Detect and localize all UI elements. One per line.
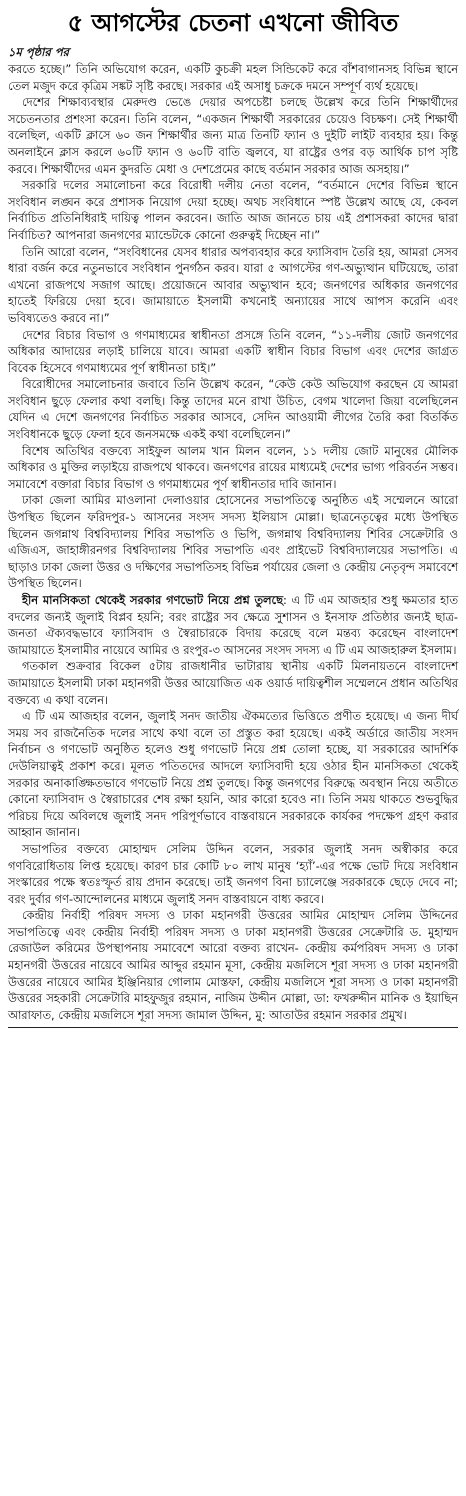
- paragraph-6: বিরোধীদের সমালোচনার জবাবে তিনি উল্লেখ করেন, “কেউ কেউ অভিযোগ করছেন যে আমরা সংবিধান ছুড়ে ফেলার কথা বলছি। কিন্তু তাদের মনে রাখা উচিত, বেগম খালেদা জিয়া বলেছিলেন যেদিন এ দেশে জনগণের নির্বাচিত সরকার আসবে, সেদিন আওয়ামী লীগের তৈরি করা বিতর্কিত সংবিধানকে ছুড়ে ফেলা হবে জনসমক্ষে একই কথা বলেছিলেন।”: [8, 377, 458, 442]
- subhead-paragraph: [8, 592, 458, 658]
- paragraph-3: সরকারি দলের সমালোচনা করে বিরোধী দলীয় নেতা বলেন, “বর্তমানে দেশের বিভিন্ন স্থানে সংবিধান লঙ্ঘন করে প্রশাসক নিয়োগ দেয়া হচ্ছে। অথচ সংবিধানে স্পষ্ট উল্লেখ আছে যে, কেবল নির্বাচিত প্রতিনিধিরাই দায়িত্ব পালন করবেন। জাতি আজ জানতে চায় এই প্রশাসকরা কাদের দ্বারা নির্বাচিত? আপনারা জনগণের ম্যান্ডেটকে কোনো গুরুত্বই দিচ্ছেন না।”: [8, 178, 458, 242]
- paragraph-2: দেশের শিক্ষাব্যবস্থার মেরুদণ্ড ভেঙে দেয়ার অপচেষ্টা চলছে উল্লেখ করে তিনি শিক্ষার্থীদের সচেতনতার প্রশংসা করেন। তিনি বলেন, “একজন শিক্ষার্থী সরকারের চেয়েও বিচক্ষণ। সেই শিক্ষার্থী বলেছিল, একটি ক্লাসে ৬০ জন শিক্ষার্থীর জন্য মাত্র তিনটি ফ্যান ও দুইটি লাইট ব্যবহার হয়। কিন্তু অনলাইনে ক্লাস করলে ৬০টি ফ্যান ও ৬০টি বাতি জ্বলবে, যা রাষ্ট্রের ওপর বড় আর্থিক চাপ সৃষ্টি করবে। শিক্ষার্থীদের এমন কুদরতি মেধা ও দেশপ্রেমের কাছে বর্তমান সরকার আজ অসহায়।”: [8, 95, 458, 176]
- bottom-divider: [8, 1027, 458, 1028]
- paragraph-5: দেশের বিচার বিভাগ ও গণমাধ্যমের স্বাধীনতা প্রসঙ্গে তিনি বলেন, “১১-দলীয় জোট জনগণের অধিকার আদায়ের লড়াই চালিয়ে যাবে। আমরা একটি স্বাধীন বিচার বিভাগ এবং দেশের জাগ্রত বিবেক হিসেবে গণমাধ্যমের পূর্ণ স্বাধীনতা চাই।”: [8, 327, 458, 375]
- subhead: হীন মানসিকতা থেকেই সরকার গণভোট নিয়ে প্রশ্ন তুলছে: [22, 593, 284, 607]
- continued-from-label: ১ম পৃষ্ঠার পর: [8, 45, 69, 59]
- paragraph-8: ঢাকা জেলা আমির মাওলানা দেলাওয়ার হোসেনের সভাপতিত্বে অনুষ্ঠিত এই সম্মেলনে আরো উপস্থিত ছিলেন ফরিদপুর-১ আসনের সংসদ সদস্য ইলিয়াস মোল্লা। ছাত্রনেতৃত্বের মধ্যে উপস্থিত ছিলেন জগন্নাথ বিশ্ববিদ্যালয় শিবির সভাপতি ও ভিপি, জগন্নাথ বিশ্ববিদ্যালয় শিবির সেক্রেটারি ও এজিএস, জাহাঙ্গীরনগর বিশ্ববিদ্যালয় শিবির সভাপতি এবং প্রাইভেট বিশ্ববিদ্যালয়ের সভাপতি। এ ছাড়াও ঢাকা জেলা উত্তর ও দক্ষিণের সভাপতিসহ বিভিন্ন পর্যায়ের জেলা ও কেন্দ্রীয় নেতৃবৃন্দ সমাবেশে উপস্থিত ছিলেন।: [8, 493, 458, 591]
- paragraph-11: সভাপতির বক্তব্যে মোহাম্মদ সেলিম উদ্দিন বলেন, সরকার জুলাই সনদ অস্বীকার করে গণবিরোধিতায় লিপ্ত হয়েছে। কারণ চার কোটি ৮০ লাখ মানুষ ‘হ্যাঁ’-এর পক্ষে ভোট দিয়ে সংবিধান সংস্কারের পক্ষে স্বতঃস্ফূর্ত রায় প্রদান করেছে। তাই জনগণ বিনা চ্যালেঞ্জে সরকারকে ছেড়ে দেবে না; বরং দুর্বার গণ-আন্দোলনের মাধ্যমে জুলাই সনদ বাস্তবায়নে বাধ্য করবে।: [8, 841, 458, 906]
- subhead-rest: : এ টি এম আজহার শুধু ক্ষমতার হাত বদলের জন্যই জুলাই বিপ্লব হয়নি; বরং রাষ্ট্রের সব ক্ষেত্রে সুশাসন ও ইনসাফ প্রতিষ্ঠার জন্যই ছাত্র-জনতা ঐক্যবদ্ধভাবে ফ্যাসিবাদ ও স্বৈরাচারকে বিদায় করেছে বলে মন্তব্য করেছেন বাংলাদেশ জামায়াতে ইসলামীর নায়েবে আমির ও রংপুর-৩ আসনের সংসদ সদস্য এ টি এম আজহারুল ইসলাম।: [8, 593, 458, 657]
- headline: ৫ আগস্টের চেতনা এখনো জীবিত: [67, 9, 399, 37]
- paragraph-12: কেন্দ্রীয় নির্বাহী পরিষদ সদস্য ও ঢাকা মহানগরী উত্তরের আমির মোহাম্মদ সেলিম উদ্দিনের সভাপতিত্বে এবং কেন্দ্রীয় নির্বাহী পরিষদ সদস্য ও ঢাকা মহানগরী উত্তরের সেক্রেটারি ড. মুহাম্মদ রেজাউল করিমের উপস্থাপনায় সমাবেশে আরো বক্তব্য রাখেন- কেন্দ্রীয় কর্মপরিষদ সদস্য ও ঢাকা মহানগরী উত্তরের নায়েবে আমির আব্দুর রহমান মূসা, কেন্দ্রীয় মজলিসে শূরা সদস্য ও ঢাকা মহানগরী উত্তরের নায়েবে আমির ইঞ্জিনিয়ার গোলাম মোস্তফা, কেন্দ্রীয় মজলিসে শূরা সদস্য ও ঢাকা মহানগরী উত্তরের সহকারী সেক্রেটারি মাহফুজুর রহমান, নাজিম উদ্দীন মোল্লা, ডা: ফখরুদ্দীন মানিক ও ইয়াছিন আরাফাত, কেন্দ্রীয় মজলিসে শূরা সদস্য জামাল উদ্দিন, মু: আতাউর রহমান সরকার প্রমুখ।: [8, 908, 458, 1022]
- paragraph-9: গতকাল শুক্রবার বিকেল ৫টায় রাজধানীর ভাটারায় স্থানীয় একটি মিলনায়তনে বাংলাদেশ জামায়াতে ইসলামী ঢাকা মহানগরী উত্তর আয়োজিত এক ওয়ার্ড দায়িত্বশীল সম্মেলনে প্রধান অতিথির বক্তব্যে এ কথা বলেন।: [8, 659, 458, 707]
- paragraph-7: বিশেষ অতিথির বক্তব্যে সাইফুল আলম খান মিলন বলেন, ১১ দলীয় জোট মানুষের মৌলিক অধিকার ও মুক্তির লড়াইয়ে রাজপথে থাকবে। জনগণের রায়ের মাধ্যমেই দেশের ভাগ্য পরিবর্তন সম্ভব। সমাবেশে বক্তারা বিচার বিভাগ ও গণমাধ্যমের পূর্ণ স্বাধীনতার দাবি জানান।: [8, 443, 458, 491]
- paragraph-4: তিনি আরো বলেন, “সংবিধানের যেসব ধারার অপব্যবহার করে ফ্যাসিবাদ তৈরি হয়, আমরা সেসব ধারা বর্জন করে নতুনভাবে সংবিধান পুনর্গঠন করব। যারা ৫ আগস্টের গণ-অভ্যুত্থান ঘটিয়েছে, তারা এখনো রাজপথে সজাগ আছে। প্রয়োজনে আবার অভ্যুত্থান হবে; জনগণের অধিকার জনগণের হাতেই ফিরিয়ে দেয়া হবে। জামায়াতে ইসলামী কখনোই অন্যায়ের সাথে আপস করেনি এবং ভবিষ্যতেও করবে না।”: [8, 244, 458, 325]
- paragraph-10: এ টি এম আজহার বলেন, জুলাই সনদ জাতীয় ঐকমত্যের ভিত্তিতে প্রণীত হয়েছে। এ জন্য দীর্ঘ সময় সব রাজনৈতিক দলের সাথে কথা বলে তা প্রস্তুত করা হয়েছে। একই অর্ডারে জাতীয় সংসদ নির্বাচন ও গণভোট অনুষ্ঠিত হলেও শুধু গণভোট নিয়ে প্রশ্ন তোলা হচ্ছে, যা সরকারের আদর্শিক দেউলিয়াত্বই প্রকাশ করে। মূলত পতিতদের আদলে ফ্যাসিবাদী হয়ে ওঠার হীন মানসিকতা থেকেই সরকার অনাকাঙ্ক্ষিতভাবে গণভোট নিয়ে প্রশ্ন তুলছে। কিন্তু জনগণের বিরুদ্ধে অবস্থান নিয়ে অতীতে কোনো ফ্যাসিবাদ ও স্বৈরাচারের শেষ রক্ষা হয়নি, আর কারো হবেও না। তিনি সময় থাকতে শুভবুদ্ধির পরিচয় দিয়ে অবিলম্বে জুলাই সনদ পরিপূর্ণভাবে বাস্তবায়নে সরকারকে কার্যকর পদক্ষেপ গ্রহণ করার আহ্বান জানান।: [8, 709, 458, 840]
- paragraph-1: করতে হচ্ছে।” তিনি অভিযোগ করেন, একটি কুচক্রী মহল সিন্ডিকেট করে বাঁশবাগানসহ বিভিন্ন স্থানে তেল মজুদ করে কৃত্রিম সঙ্কট সৃষ্টি করছে। সরকার এই অসাধু চক্রকে দমনে সম্পূর্ণ ব্যর্থ হয়েছে।: [8, 62, 458, 93]
